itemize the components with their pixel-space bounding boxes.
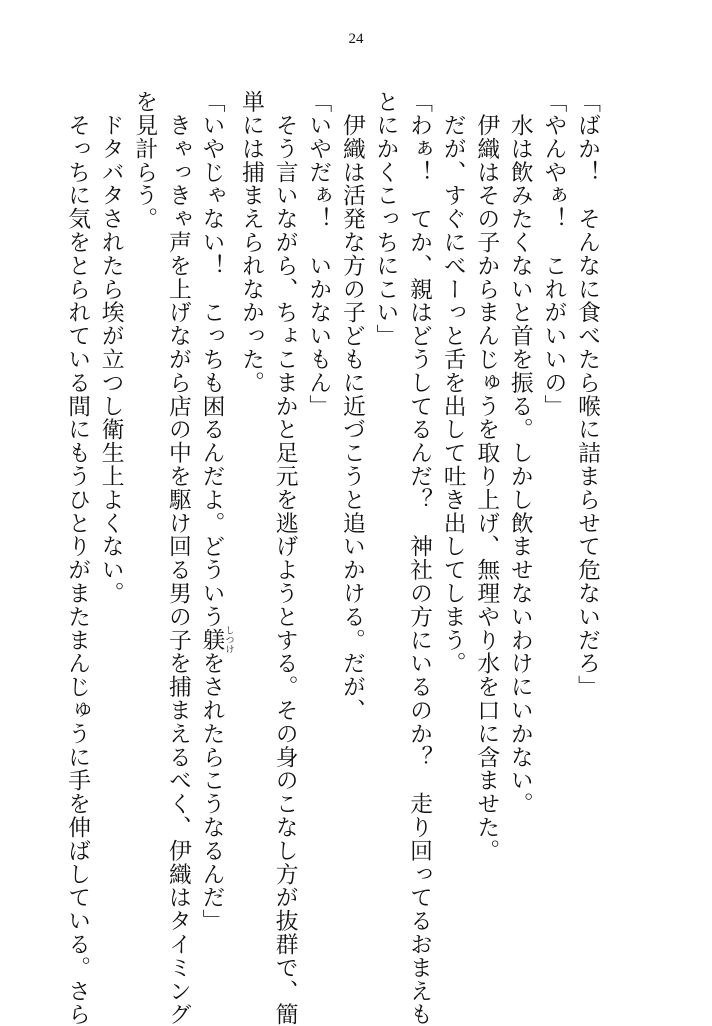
ruby-annotation bbox=[198, 625, 234, 655]
text-line: 「やんやぁ！ これがいいの」 bbox=[540, 90, 567, 418]
text-line: 「いやだぁ！ いかないもん」 bbox=[305, 90, 332, 418]
ruby-reading: しつけ bbox=[223, 625, 234, 655]
text-segment: をされたらこうなるんだ」 bbox=[198, 651, 225, 933]
text-line: きゃっきゃ声を上げながら店の中を駆け回る男の子を捕まえるべく、伊織はタイミング bbox=[164, 90, 191, 1026]
text-line: を見計らう。 bbox=[131, 90, 158, 231]
text-line: 水は飲みたくないと首を振る。しかし飲ませないわけにいかない。 bbox=[506, 90, 533, 816]
page-number: 24 bbox=[348, 31, 364, 47]
text-line: 「わぁ！ てか、親はどうしてるんだ？ 神社の方にいるのか？ 走り回ってるおまえも bbox=[406, 90, 433, 1026]
text-line: 伊織は活発な方の子どもに近づこうと追いかける。だが、 bbox=[338, 90, 365, 722]
body-text bbox=[60, 90, 604, 1026]
text-line: 単には捕まえられなかった。 bbox=[238, 90, 265, 395]
text-line: ドタバタされたら埃が立つし衛生上よくない。 bbox=[97, 90, 124, 605]
text-line: 伊織はその子からまんじゅうを取り上げ、無理やり水を口に含ませた。 bbox=[473, 90, 500, 863]
text-line: 「ばか！ そんなに食べたら喉に詰まらせて危ないだろ」 bbox=[574, 90, 600, 699]
ruby-base: 躾 bbox=[198, 625, 225, 655]
text-line: そっちに気をとられている間にもうひとりがまたまんじゅうに手を伸ばしている。さら bbox=[64, 90, 91, 1026]
text-line: だが、すぐにべーっと舌を出して吐き出してしまう。 bbox=[439, 90, 466, 675]
text-line: とにかくこっちにこい」 bbox=[372, 90, 399, 348]
text-segment: 「いやじゃない！ こっちも困るんだよ。どういう bbox=[198, 90, 225, 629]
text-line-with-ruby bbox=[194, 90, 234, 970]
text-line: そう言いながら、ちょこまかと足元を逃げようとする。その身のこなし方が抜群で、簡 bbox=[271, 90, 298, 1026]
